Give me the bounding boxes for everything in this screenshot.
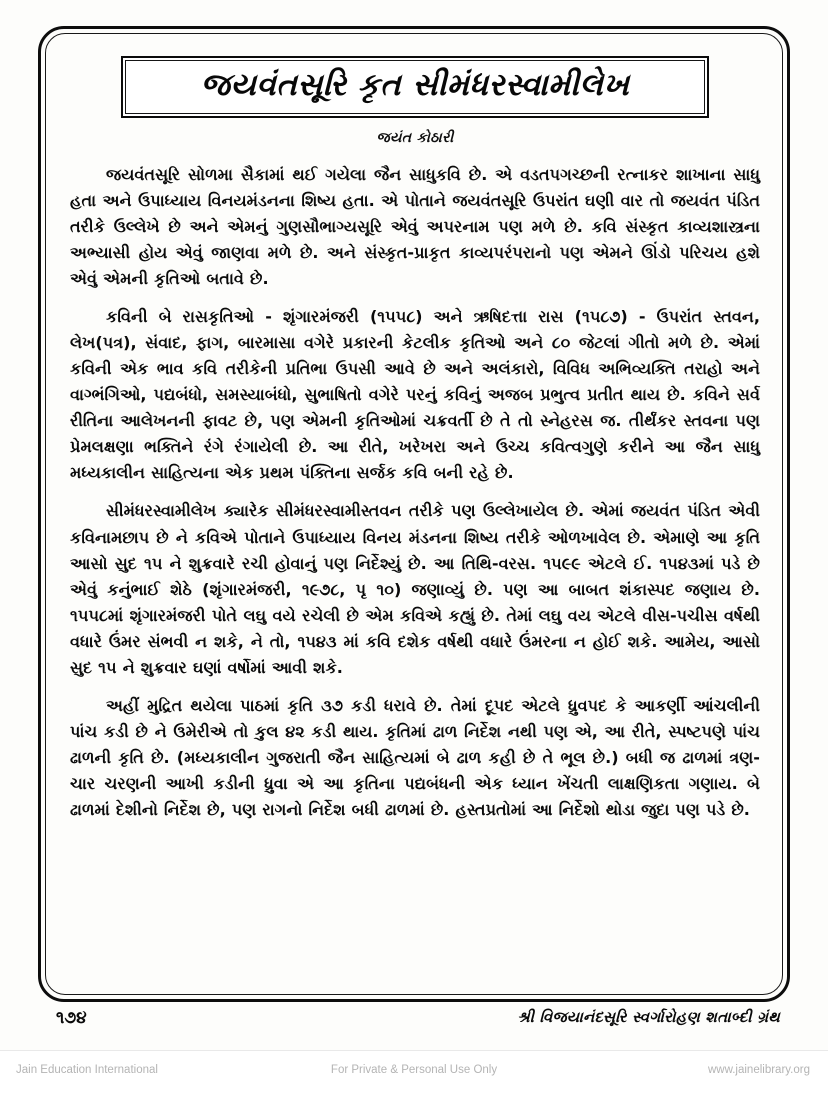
- title-box-inner-border: [125, 60, 705, 114]
- scan-watermark-bar: [0, 1050, 828, 1094]
- page-number: ૧૭૪: [56, 1008, 87, 1028]
- book-title-footer: શ્રી વિજયાનંદસૂરિ સ્વર્ગારોહણ શતાબ્દી ગ્રંથ: [517, 1008, 780, 1026]
- page-title: જયવંતસૂરિ કૃત સીમંધરસ્વામીલેખ: [200, 67, 630, 103]
- title-box: [121, 56, 709, 118]
- scan-credit-organization: Jain Education International: [16, 1064, 158, 1076]
- page-content: [70, 50, 760, 980]
- scan-credit-usage-notice: For Private & Personal Use Only: [330, 1064, 498, 1076]
- paragraph-1: જયવંતસૂરિ સોળમા સૈકામાં થઈ ગયેલા જૈન સાધુકવિ છે. એ વડતપગચ્છની રત્નાકર શાખાના સાધુ હતા અને ઉપાધ્યાય વિનયમંડનના શિષ્ય હતા. એ પોતાને જયવંતસૂરિ ઉપરાંત ઘણી વાર તો જયવંત પંડિત તરીકે ઉલ્લેખે છે અને એમનું ગુણસૌભાગ્યસૂરિ એવું અપરનામ પણ મળે છે. કવિ સંસ્કૃત કાવ્યશાસ્ત્રના અભ્યાસી હોય એવું જાણવા મળે છે. અને સંસ્કૃત-પ્રાકૃત કાવ્યપરંપરાનો પણ એમને ઊંડો પરિચય હશે એવું એમની કૃતિઓ બતાવે છે.: [70, 164, 760, 288]
- page-footer: [38, 1008, 790, 1038]
- paragraph-4: અહીં મુદ્રિત થયેલા પાઠમાં કૃતિ ૩૭ કડી ધરાવે છે. તેમાં દૂપદ એટલે ધ્રુવપદ કે આકર્ણી આંચલીની પાંચ કડી છે ને ઉમેરીએ તો કુલ ૪૨ કડી થાય. કૃતિમાં ઢાળ નિર્દેશ નથી પણ એ, આ રીતે, સ્પષ્ટપણે પાંચ ઢાળની કૃતિ છે. (મધ્યકાલીન ગુજરાતી જૈન સાહિત્યમાં બે ઢાળ કહી છે તે ભૂલ છે.) બધી જ ઢાળમાં ત્રણ-ચાર ચરણની આખી કડીની ધ્રુવા એ આ કૃતિના પદ્યબંધની એક ધ્યાન ખેંચતી લાક્ષણિકતા ગણાય. બે ઢાળમાં દેશીનો નિર્દેશ છે, પણ રાગનો નિર્દેશ બધી ઢાળમાં છે. હસ્તપ્રતોમાં આ નિર્દેશો થોડા જુદા પણ પડે છે.: [70, 695, 760, 820]
- paragraph-2: કવિની બે રાસકૃતિઓ - શૃંગારમંજરી (૧૫૫૮) અને ઋષિદત્તા રાસ (૧૫૮૭) - ઉપરાંત સ્તવન, લેખ(પત્ર), સંવાદ, ફાગ, બારમાસા વગેરે પ્રકારની કેટલીક કૃતિઓ અને ૮૦ જેટલાં ગીતો મળે છે. એમાં કવિની એક ભાવ કવિ તરીકેની પ્રતિભા ઉપસી આવે છે અને અલંકારો, વિવિધ અભિવ્યક્તિ તરાહો અને વાગ્ભંગિઓ, પદ્યબંધો, સમસ્યાબંધો, સુભાષિતો વગેરે પરનું કવિનું અજબ પ્રભુત્વ પ્રતીત થાય છે. કવિને સર્વ રીતિના આલેખનની ફાવટ છે, પણ એમની કૃતિઓમાં ચક્રવર્તી છે તે તો સ્નેહરસ જ. તીર્થંકર સ્તવના પણ પ્રેમલક્ષણા ભક્તિને રંગે રંગાયેલી છે. આ રીતે, ખરેખરા અને ઉચ્ચ કવિત્વગુણે કરીને આ જૈન સાધુ મધ્યકાલીન સાહિત્યના એક પ્રથમ પંક્તિના સર્જક કવિ બની રહે છે.: [70, 307, 760, 483]
- author-byline: જયંત કોઠારી: [376, 129, 454, 146]
- paragraph-3: સીમંધરસ્વામીલેખ ક્યારેક સીમંધરસ્વામીસ્તવન તરીકે પણ ઉલ્લેખાયેલ છે. એમાં જયવંત પંડિત એવી કવિનામછાપ છે ને કવિએ પોતાને ઉપાધ્યાય વિનય મંડનના શિષ્ય તરીકે ઓળખાવેલ છે. એમાણે આ કૃતિ આસો સુદ ૧૫ ને શુક્રવારે રચી હોવાનું પણ નિર્દેશ્યું છે. આ તિથિ-વરસ. ૧૫૯૯ એટલે ઈ. ૧૫૪૩માં પડે છે એવું કનુંભાઈ શેઠે (શૃંગારમંજરી, ૧૯૭૮, પૃ ૧૦) જણાવ્યું છે. પણ આ બાબત શંકાસ્પદ જણાય છે. ૧૫૫૮માં શૃંગારમંજરી પોતે લઘુ વયે રચેલી છે એમ કવિએ કહ્યું છે. તેમાં લઘુ વય એટલે વીસ-પચીસ વર્ષથી વધારે ઉંમર સંભવી ન શકે, ને તો, ૧૫૪૩ માં કવિ દશેક વર્ષથી વધારે ઉંમરના ન હોઈ શકે. આમેય, આસો સુદ ૧૫ ને શુક્રવાર ઘણાં વર્ષોમાં આવી શકે.: [70, 501, 760, 677]
- article-body: [70, 162, 760, 824]
- scan-credit-website[interactable]: www.jainelibrary.org: [707, 1064, 810, 1076]
